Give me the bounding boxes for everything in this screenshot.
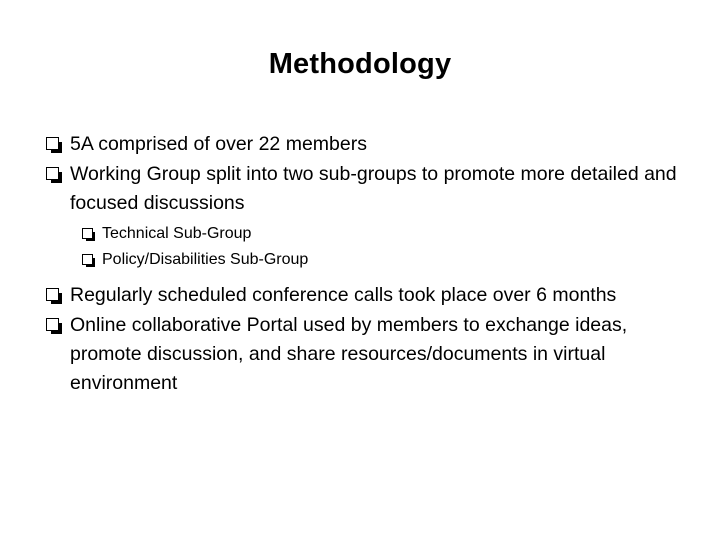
bullet-text: Working Group split into two sub-groups to promote more detailed and focused discussions — [70, 163, 677, 214]
bullet-text: Online collaborative Portal used by members to exchange ideas, promote discussion, and share resources/documents in virtual environment — [70, 314, 628, 394]
checkbox-bullet-icon — [46, 318, 59, 331]
sub-bullet-text: Technical Sub-Group — [102, 225, 252, 242]
checkbox-bullet-icon — [46, 167, 59, 180]
checkbox-bullet-icon — [82, 254, 93, 265]
checkbox-bullet-icon — [46, 288, 59, 301]
bullet-text: 5A comprised of over 22 members — [70, 133, 367, 155]
bullet-item — [46, 160, 686, 218]
checkbox-bullet-icon — [82, 228, 93, 239]
sub-bullet-item — [82, 221, 686, 247]
checkbox-bullet-icon — [46, 137, 59, 150]
bullet-item — [46, 281, 686, 310]
bullet-item — [46, 130, 686, 159]
sub-bullet-item — [82, 247, 686, 273]
sub-bullet-text: Policy/Disabilities Sub-Group — [102, 251, 309, 268]
bullet-item — [46, 311, 686, 398]
slide-title: Methodology — [268, 48, 452, 80]
bullet-list — [46, 130, 686, 399]
bullet-text: Regularly scheduled conference calls took place over 6 months — [70, 284, 617, 306]
